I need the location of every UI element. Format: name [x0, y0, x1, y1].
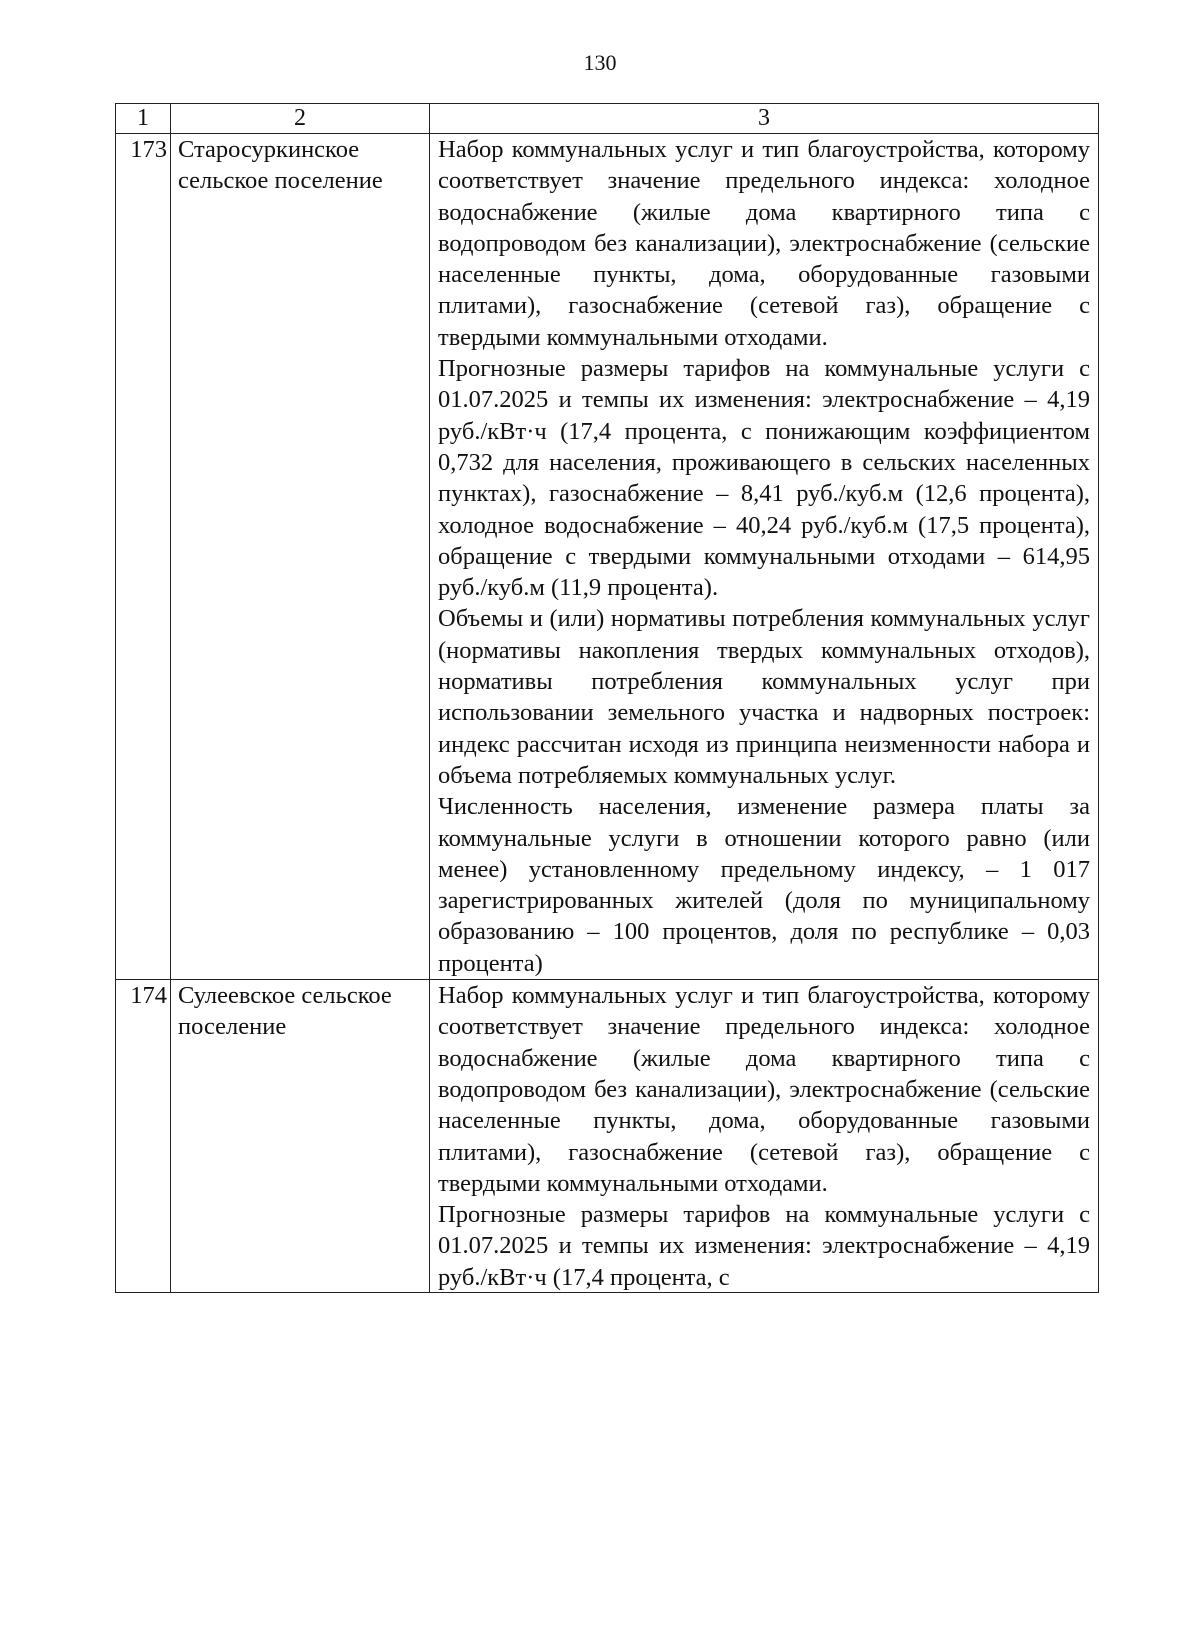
population-paragraph: Численность населения, изменение размера платы за коммунальные услуги в отношении которого равно (или менее) установленному предельному индексу, – 1 017 зарегистрированных жителей (доля по муниципальному образованию – 100 процентов, доля по республике – 0,03 процента)	[438, 793, 1090, 977]
tariffs-paragraph: Прогнозные размеры тарифов на коммунальные услуги с 01.07.2025 и темпы их изменения: электроснабжение – 4,19 руб./кВт·ч (17,4 процента, с	[438, 1201, 1090, 1291]
services-paragraph: Набор коммунальных услуг и тип благоустройства, которому соответствует значение предельного индекса: холодное водоснабжение (жилые дома квартирного типа с водопроводом без канализации), электроснабжение (сельские населенные пункты, дома, оборудованные газовыми плитами), газоснабжение (сетевой газ), обращение с твердыми коммунальными отходами.	[438, 136, 1090, 351]
tariffs-paragraph: Прогнозные размеры тарифов на коммунальные услуги с 01.07.2025 и темпы их изменения: электроснабжение – 4,19 руб./кВт·ч (17,4 процента, с понижающим коэффициентом 0,732 для населения, проживающего в сельских населенных пунктах), газоснабжение – 8,41 руб./куб.м (12,6 процента), холодное водоснабжение – 40,24 руб./куб.м (17,5 процента), обращение с твердыми коммунальными отходами – 614,95 руб./куб.м (11,9 процента).	[438, 355, 1090, 602]
column-header-2: 2	[171, 104, 430, 134]
page-number: 130	[583, 50, 617, 75]
row-number: 174	[116, 980, 171, 1293]
row-number: 173	[116, 134, 171, 980]
municipality-name: Сулеевское сельское поселение	[171, 980, 430, 1293]
tariff-table	[115, 103, 1099, 1293]
tariff-description	[430, 980, 1099, 1293]
services-paragraph: Набор коммунальных услуг и тип благоустройства, которому соответствует значение предельного индекса: холодное водоснабжение (жилые дома квартирного типа с водопроводом без канализации), электроснабжение (сельские населенные пункты, дома, оборудованные газовыми плитами), газоснабжение (сетевой газ), обращение с твердыми коммунальными отходами.	[438, 982, 1090, 1197]
norms-paragraph: Объемы и (или) нормативы потребления коммунальных услуг (нормативы накопления твердых коммунальных отходов), нормативы потребления коммунальных услуг при использовании земельного участка и надворных построек: индекс рассчитан исходя из принципа неизменности набора и объема потребляемых коммунальных услуг.	[438, 605, 1090, 789]
table-row	[116, 980, 1099, 1293]
table-row	[116, 134, 1099, 980]
column-header-3: 3	[430, 104, 1099, 134]
municipality-name: Старосуркинское сельское поселение	[171, 134, 430, 980]
column-header-1: 1	[116, 104, 171, 134]
tariff-description	[430, 134, 1099, 980]
table-header-row	[116, 104, 1099, 134]
